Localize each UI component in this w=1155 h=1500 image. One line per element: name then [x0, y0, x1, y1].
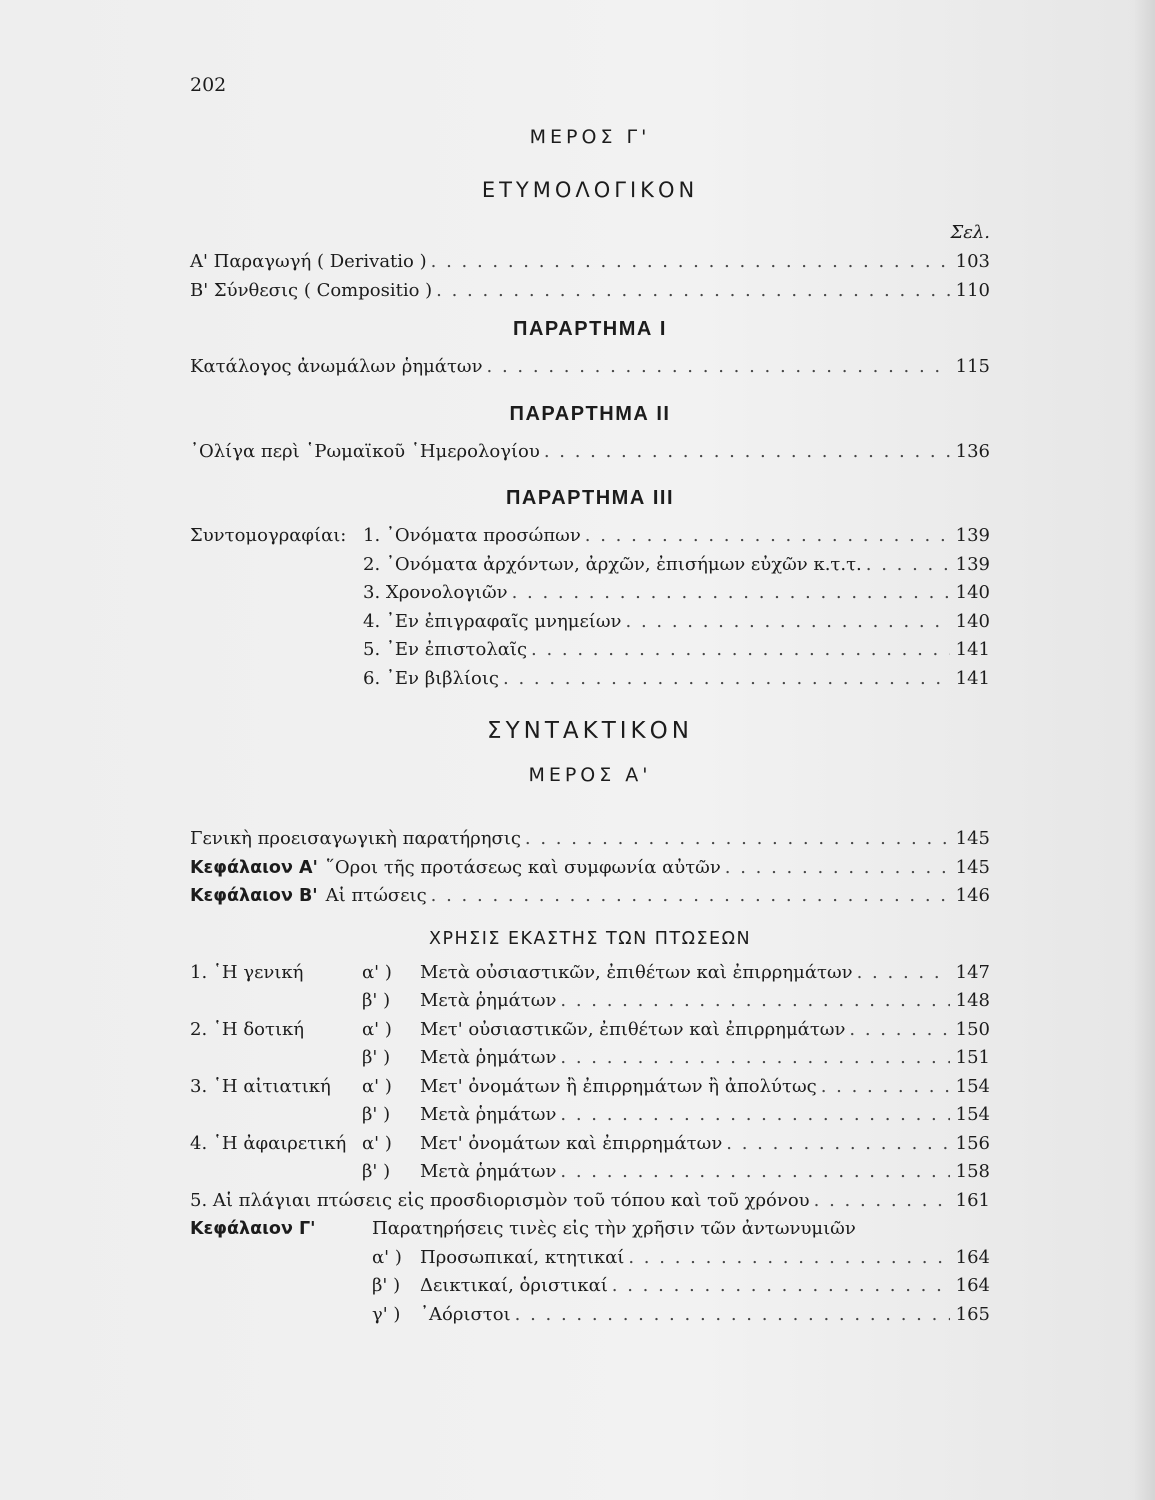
toc-entry: ᾿Ολίγα περὶ ῾Ρωμαϊκοῦ ῾Ημερολογίου . . . 136 [190, 438, 990, 467]
toc-entry: Β' Σύνθεσις ( Compositio ) . . . 110 [190, 277, 990, 306]
table-of-contents [190, 108, 990, 1329]
toc-entry: γ' ) ᾿Αόριστοι . . . 165 [190, 1301, 990, 1330]
part-a-heading: ΜΕΡΟΣ Α' [528, 764, 652, 786]
appendix-2-heading: ΠΑΡΑΡΤΗΜΑ II [509, 402, 671, 425]
toc-entry: β' ) Μετὰ ῥημάτων . . . 148 [190, 987, 990, 1016]
toc-entry: 1. ῾Η γενική α' ) Μετὰ οὐσιαστικῶν, ἐπιθέτων καὶ ἐπιρρημάτων . . . 147 [190, 959, 990, 988]
toc-entry: β' ) Μετὰ ῥημάτων . . . 151 [190, 1044, 990, 1073]
case-uses-heading: ΧΡΗΣΙΣ ΕΚΑΣΤΗΣ ΤΩΝ ΠΤΩΣΕΩΝ [428, 928, 752, 949]
toc-entry: β' ) Μετὰ ῥημάτων . . . 154 [190, 1101, 990, 1130]
toc-entry: β' ) Δεικτικαί, ὁριστικαί . . . 164 [190, 1272, 990, 1301]
toc-entry: 5. Αἱ πλάγιαι πτώσεις εἰς προσδιορισμὸν τοῦ τόπου καὶ τοῦ χρόνου . . . 161 [190, 1187, 990, 1216]
toc-entry: 3. ῾Η αἰτιατική α' ) Μετ' ὀνομάτων ἢ ἐπιρρημάτων ἢ ἀπολύτως . . . 154 [190, 1073, 990, 1102]
toc-entry: 6. ᾿Εν βιβλίοις . . . 141 [190, 665, 990, 694]
toc-entry: Συντομογραφίαι: 1. ᾿Ονόματα προσώπων . . . 139 [190, 522, 990, 551]
toc-entry: 4. ᾿Εν ἐπιγραφαῖς μνημείων . . . 140 [190, 608, 990, 637]
toc-entry: 3. Χρονολογιῶν . . . 140 [190, 579, 990, 608]
toc-entry: Κεφάλαιον Α' ῞Οροι τῆς προτάσεως καὶ συμφωνία αὐτῶν . . . 145 [190, 854, 990, 883]
page-number: 202 [190, 74, 227, 96]
page-column-header: Σελ. [950, 222, 990, 243]
part-c-heading: ΜΕΡΟΣ Γ' [529, 126, 651, 148]
toc-entry: Κατάλογος ἀνωμάλων ῥημάτων . . . 115 [190, 353, 990, 382]
appendix-3-heading: ΠΑΡΑΡΤΗΜΑ III [505, 487, 674, 509]
etymology-heading: ΕΤΥΜΟΛΟΓΙΚΟΝ [481, 178, 699, 202]
toc-entry: α' ) Προσωπικαί, κτητικαί . . . 164 [190, 1244, 990, 1273]
appendix-1-heading: ΠΑΡΑΡΤΗΜΑ I [513, 318, 667, 340]
toc-entry: 5. ᾿Εν ἐπιστολαῖς . . . 141 [190, 636, 990, 665]
toc-entry: Α' Παραγωγή ( Derivatio ) . . . 103 [190, 248, 990, 277]
toc-entry: Γενικὴ προεισαγωγικὴ παρατήρησις . . . 145 [190, 825, 990, 854]
toc-entry: 2. ῾Η δοτική α' ) Μετ' οὐσιαστικῶν, ἐπιθέτων καὶ ἐπιρρημάτων . . . 150 [190, 1016, 990, 1045]
syntax-heading: ΣΥΝΤΑΚΤΙΚΟΝ [487, 718, 693, 744]
toc-entry: β' ) Μετὰ ῥημάτων . . . 158 [190, 1158, 990, 1187]
toc-entry: 2. ᾿Ονόματα ἀρχόντων, ἀρχῶν, ἐπισήμων εὐχῶν κ.τ.τ. . . . 139 [190, 551, 990, 580]
toc-entry: Κεφάλαιον Γ' Παρατηρήσεις τινὲς εἰς τὴν χρῆσιν τῶν ἀντωνυμιῶν [190, 1218, 856, 1239]
toc-entry: Κεφάλαιον Β' Αἱ πτώσεις . . . 146 [190, 882, 990, 911]
toc-entry: 4. ῾Η ἀφαιρετική α' ) Μετ' ὀνομάτων καὶ ἐπιρρημάτων . . . 156 [190, 1130, 990, 1159]
